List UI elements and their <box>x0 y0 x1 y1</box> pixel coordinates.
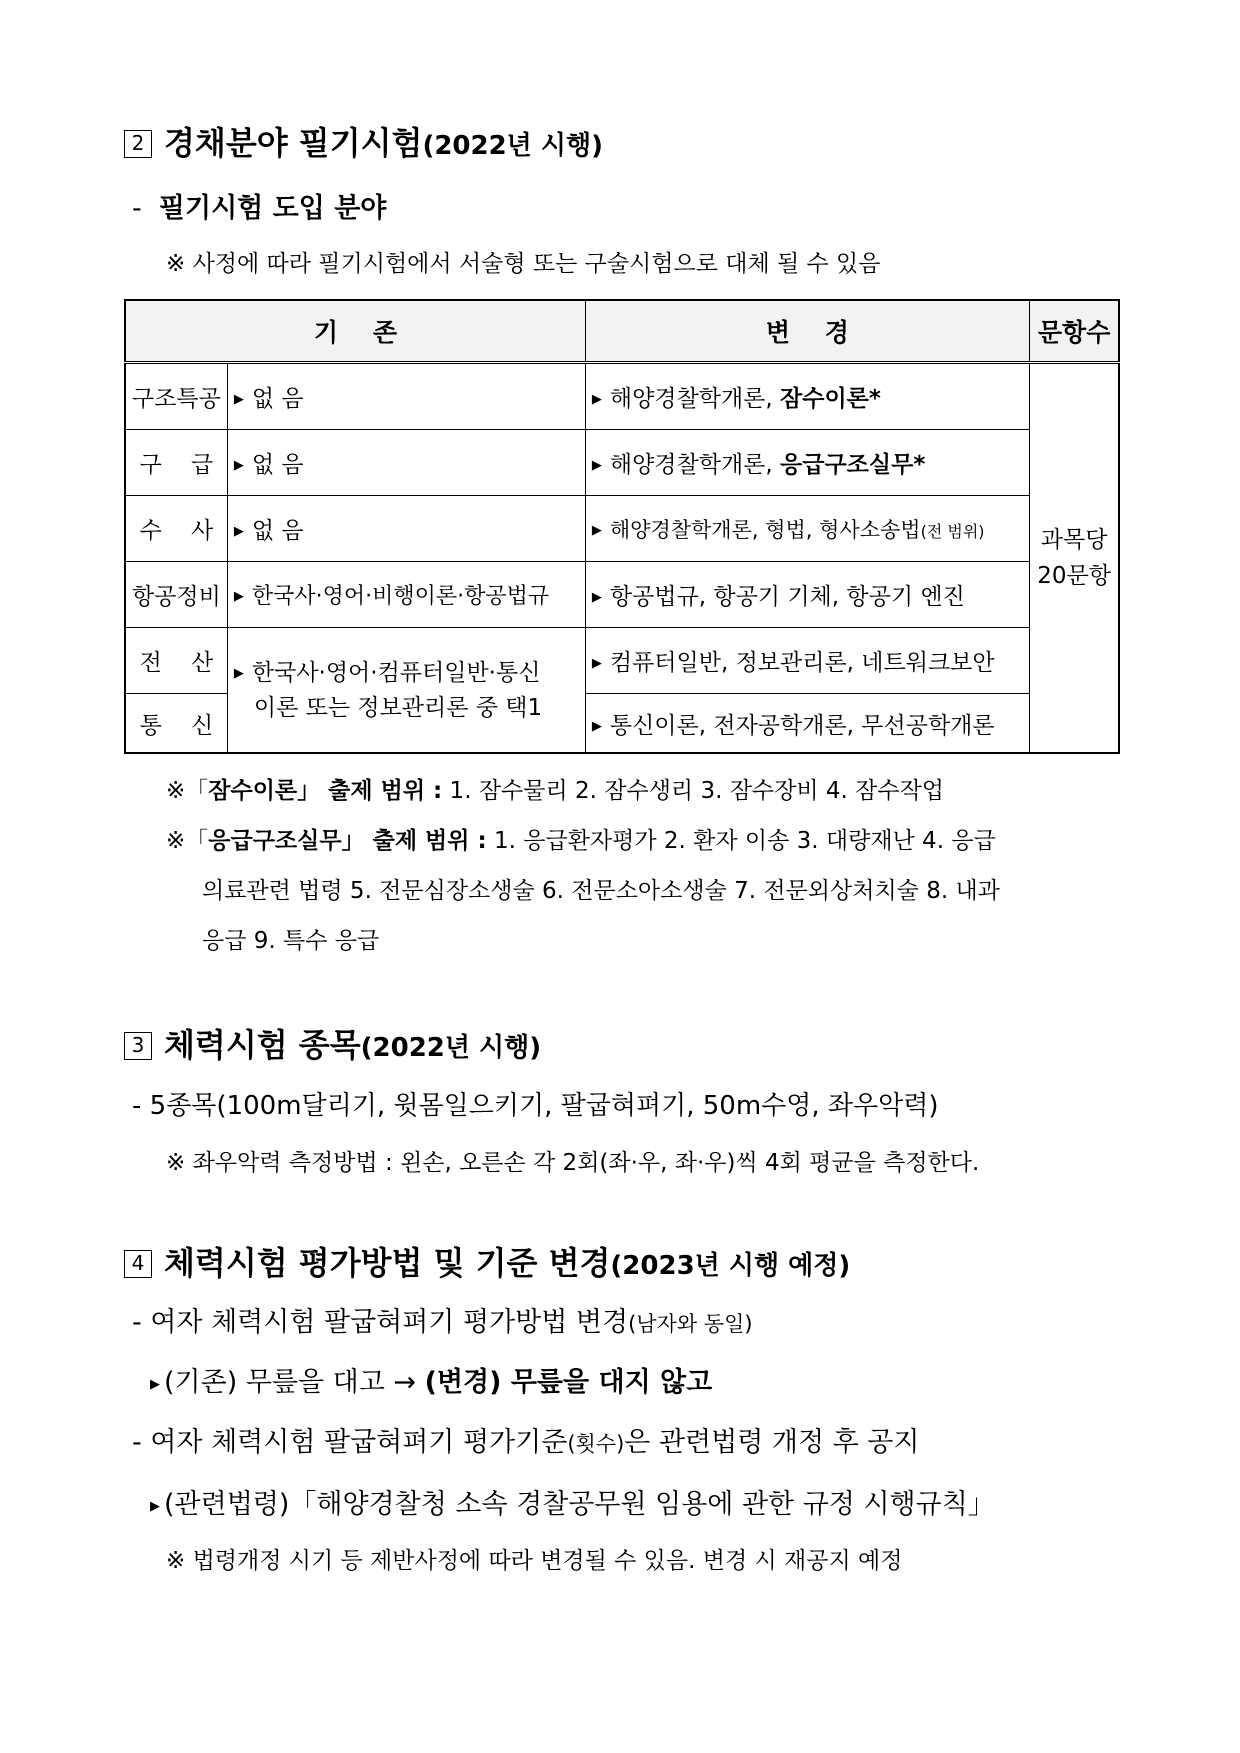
header-count: 문항수 <box>1029 300 1119 363</box>
before-cell-merged: ▶ 한국사·영어·컴퓨터일반·통신 이론 또는 정보관리론 중 택1 <box>227 628 585 754</box>
section-4-heading <box>124 1238 850 1284</box>
section-3-heading <box>124 1020 541 1066</box>
table-row <box>125 430 1119 496</box>
triangle-bullet-icon: ▶ <box>233 524 244 539</box>
triangle-bullet-icon: ▶ <box>591 522 602 538</box>
before-cell: ▶ 없 음 <box>227 363 585 430</box>
item-related-law: ▶ (관련법령)「해양경찰청 소속 경찰공무원 임용에 관한 규정 시행규칙」 <box>150 1489 995 1520</box>
count-cell: 과목당 20문항 <box>1029 363 1119 754</box>
footnote-emergency-rescue: ※「응급구조실무」 출제 범위 : 1. 응급환자평가 2. 환자 이송 3. 대량재난 4. 응급 <box>166 828 996 854</box>
table-row <box>125 628 1119 694</box>
category-cell: 구 급 <box>125 430 227 496</box>
dash: - <box>132 193 142 224</box>
triangle-bullet-icon: ▶ <box>150 1499 160 1514</box>
table-row <box>125 562 1119 628</box>
triangle-bullet-icon: ▶ <box>591 392 602 407</box>
category-cell: 구조특공 <box>125 363 227 430</box>
note-grip-strength: ※ 좌우악력 측정방법 : 왼손, 오른손 각 2회(좌·우, 좌·우)씩 4회 평균을 측정한다. <box>166 1150 980 1176</box>
category-cell: 전 산 <box>125 628 227 694</box>
section-2-heading <box>124 118 603 164</box>
after-cell: ▶ 해양경찰학개론, 응급구조실무* <box>585 430 1029 496</box>
section-title: 경채분야 필기시험 <box>164 124 423 162</box>
section-number-box: 3 <box>124 1032 152 1060</box>
subheading-text: 필기시험 도입 분야 <box>158 193 387 224</box>
after-cell: ▶ 통신이론, 전자공학개론, 무선공학개론 <box>585 694 1029 754</box>
section-title: 체력시험 평가방법 및 기준 변경 <box>164 1244 611 1282</box>
before-cell: ▶ 없 음 <box>227 430 585 496</box>
section-year: (2023년 시행 예정) <box>610 1251 851 1281</box>
before-cell: ▶ 없 음 <box>227 496 585 562</box>
footnote-diving-theory: ※「잠수이론」 출제 범위 : 1. 잠수물리 2. 잠수생리 3. 잠수장비 4. 잠수작업 <box>166 778 945 804</box>
triangle-bullet-icon: ▶ <box>233 458 244 473</box>
header-after: 변 경 <box>585 300 1029 363</box>
section-title: 체력시험 종목 <box>164 1026 361 1064</box>
footnote-emergency-rescue-line3: 응급 9. 특수 응급 <box>202 928 380 954</box>
header-before: 기 존 <box>125 300 585 363</box>
category-cell: 항공정비 <box>125 562 227 628</box>
note-replacement: ※ 사정에 따라 필기시험에서 서술형 또는 구술시험으로 대체 될 수 있음 <box>166 251 881 277</box>
footnote-emergency-rescue-line2: 의료관련 법령 5. 전문심장소생술 6. 전문소아소생술 7. 전문외상처치술 8. 내과 <box>202 878 1000 904</box>
after-cell: ▶ 항공법규, 항공기 기체, 항공기 엔진 <box>585 562 1029 628</box>
triangle-bullet-icon: ▶ <box>233 665 244 681</box>
triangle-bullet-icon: ▶ <box>591 718 602 734</box>
triangle-bullet-icon: ▶ <box>233 392 244 407</box>
triangle-bullet-icon: ▶ <box>591 590 602 605</box>
table-row <box>125 496 1119 562</box>
after-cell: ▶ 해양경찰학개론, 잠수이론* <box>585 363 1029 430</box>
note-law-change: ※ 법령개정 시기 등 제반사정에 따라 변경될 수 있음. 변경 시 재공지 예정 <box>166 1548 903 1574</box>
exam-change-table <box>124 299 1120 754</box>
section-year: (2022년 시행) <box>422 131 603 161</box>
item-pushup-method-detail: ▶ (기존) 무릎을 대고 → (변경) 무릎을 대지 않고 <box>150 1367 713 1398</box>
fitness-items: - 5종목(100m달리기, 윗몸일으키기, 팔굽혀펴기, 50m수영, 좌우악력) <box>132 1091 939 1121</box>
after-cell: ▶ 해양경찰학개론, 형법, 형사소송법(전 범위) <box>585 496 1029 562</box>
section-year: (2022년 시행) <box>360 1033 542 1063</box>
category-cell: 수 사 <box>125 496 227 562</box>
triangle-bullet-icon: ▶ <box>591 458 602 473</box>
section-number-box: 4 <box>124 1250 152 1278</box>
subheading-written-exam <box>132 186 386 225</box>
triangle-bullet-icon: ▶ <box>150 1377 160 1392</box>
category-cell: 통 신 <box>125 694 227 754</box>
item-pushup-method: - 여자 체력시험 팔굽혀펴기 평가방법 변경(남자와 동일) <box>132 1307 753 1338</box>
table-row <box>125 363 1119 430</box>
section-number-box: 2 <box>124 130 152 158</box>
triangle-bullet-icon: ▶ <box>591 656 602 671</box>
after-cell: ▶ 컴퓨터일반, 정보관리론, 네트워크보안 <box>585 628 1029 694</box>
triangle-bullet-icon: ▶ <box>233 589 244 604</box>
item-pushup-criteria: - 여자 체력시험 팔굽혀펴기 평가기준(횟수)은 관련법령 개정 후 공지 <box>132 1427 920 1458</box>
before-cell: ▶ 한국사·영어·비행이론·항공법규 <box>227 562 585 628</box>
